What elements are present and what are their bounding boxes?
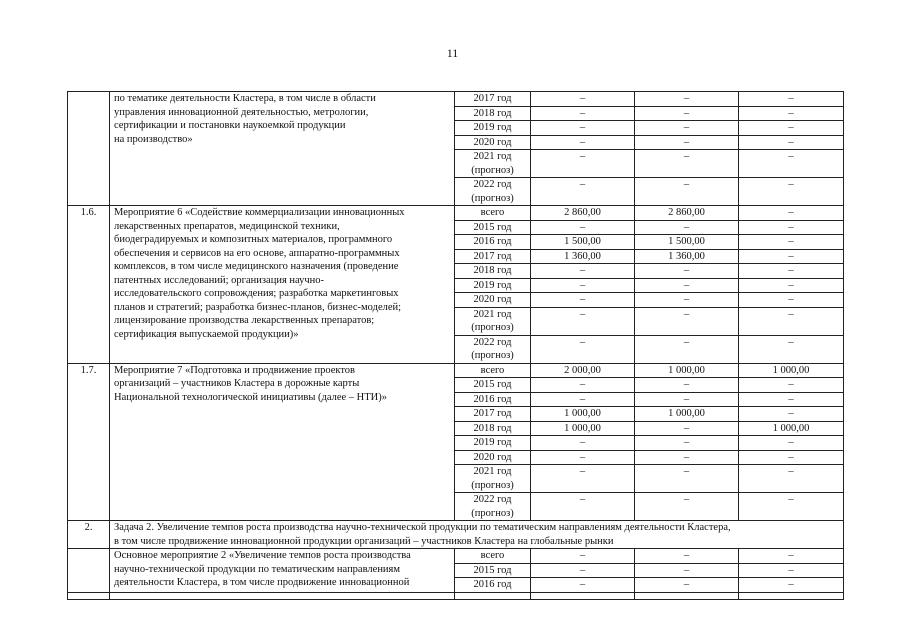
item-description: Мероприятие 7 «Подготовка и продвижение проектов организаций – участников Кластера в дорожные карты Национальной технологической инициативы (далее – НТИ)» (110, 363, 455, 521)
value-cell-3: – (739, 392, 844, 407)
value-cell-3: 1 000,00 (739, 363, 844, 378)
value-cell-2: 1 360,00 (635, 249, 739, 264)
year-cell: 2016 год (455, 235, 531, 250)
year-cell: 2018 год (455, 264, 531, 279)
table-row (68, 206, 844, 221)
year-cell: 2016 год (455, 578, 531, 593)
value-cell-1: – (531, 293, 635, 308)
value-cell-3: – (739, 206, 844, 221)
value-cell-3: – (739, 235, 844, 250)
year-cell: 2019 год (455, 278, 531, 293)
value-cell-3: – (739, 493, 844, 521)
value-cell-2: 2 860,00 (635, 206, 739, 221)
item-description: Мероприятие 6 «Содействие коммерциализации инновационных лекарственных препаратов, медицинской техники, биодеградируемых и композитных материалов, программного обеспечения и сервисов на его основе, аппаратно-программных комплексов, в том числе медицинского назначения (проведение патентных исследований; организация научно- исследовательского сопровождения; разработка маркетинговых планов и стратегий; разработка бизнес-планов, бизнес-моделей; лицензирование производства лекарственных препаратов; сертификация выпускаемой продукции)» (110, 206, 455, 364)
value-cell-1: – (531, 121, 635, 136)
value-cell-3: – (739, 407, 844, 422)
value-cell-2: – (635, 135, 739, 150)
value-cell-2: – (635, 150, 739, 178)
value-cell-1: – (531, 493, 635, 521)
table-row (68, 92, 844, 107)
year-cell: 2022 год (прогноз) (455, 493, 531, 521)
table-row (68, 549, 844, 564)
value-cell-3: – (739, 249, 844, 264)
value-cell-2: – (635, 378, 739, 393)
value-cell-2: – (635, 121, 739, 136)
value-cell-2: – (635, 392, 739, 407)
empty-cell (531, 592, 635, 599)
value-cell-3: – (739, 121, 844, 136)
value-cell-1: – (531, 135, 635, 150)
value-cell-1: – (531, 307, 635, 335)
year-cell: 2021 год (прогноз) (455, 465, 531, 493)
item-description: Основное мероприятие 2 «Увеличение темпов роста производства научно-технической продукции по тематическим направлениям деятельности Кластера, в том числе продвижение инновационной (110, 549, 455, 593)
value-cell-2: 1 000,00 (635, 363, 739, 378)
financing-table (67, 91, 844, 600)
item-number (68, 549, 110, 593)
task-number: 2. (68, 521, 110, 549)
value-cell-1: 2 000,00 (531, 363, 635, 378)
value-cell-2: – (635, 106, 739, 121)
value-cell-2: – (635, 92, 739, 107)
value-cell-3: 1 000,00 (739, 421, 844, 436)
value-cell-3: – (739, 549, 844, 564)
page-number: 11 (446, 46, 459, 60)
value-cell-1: – (531, 220, 635, 235)
value-cell-3: – (739, 578, 844, 593)
task-description: Задача 2. Увеличение темпов роста производства научно-технической продукции по тематическим направлениям деятельности Кластера, в том числе продвижение инновационной продукции организаций – участников Кластера на глобальные рынки (110, 521, 844, 549)
year-cell: 2022 год (прогноз) (455, 178, 531, 206)
year-cell: 2021 год (прогноз) (455, 307, 531, 335)
value-cell-1: – (531, 278, 635, 293)
value-cell-3: – (739, 220, 844, 235)
value-cell-2: – (635, 421, 739, 436)
value-cell-1: 1 500,00 (531, 235, 635, 250)
year-cell: 2022 год (прогноз) (455, 335, 531, 363)
year-cell: 2015 год (455, 378, 531, 393)
value-cell-3: – (739, 150, 844, 178)
value-cell-2: – (635, 578, 739, 593)
value-cell-2: – (635, 264, 739, 279)
value-cell-3: – (739, 450, 844, 465)
value-cell-3: – (739, 178, 844, 206)
value-cell-3: – (739, 436, 844, 451)
value-cell-1: 1 360,00 (531, 249, 635, 264)
value-cell-1: – (531, 264, 635, 279)
value-cell-3: – (739, 335, 844, 363)
value-cell-2: – (635, 178, 739, 206)
empty-cell (455, 592, 531, 599)
table-row (68, 363, 844, 378)
value-cell-1: – (531, 335, 635, 363)
value-cell-3: – (739, 135, 844, 150)
value-cell-2: – (635, 563, 739, 578)
year-cell: 2020 год (455, 293, 531, 308)
value-cell-2: – (635, 335, 739, 363)
value-cell-1: – (531, 563, 635, 578)
value-cell-3: – (739, 563, 844, 578)
value-cell-1: – (531, 378, 635, 393)
value-cell-2: – (635, 493, 739, 521)
table-body (68, 92, 844, 600)
value-cell-2: – (635, 549, 739, 564)
task-row (68, 521, 844, 549)
year-cell: всего (455, 206, 531, 221)
empty-cell (68, 592, 110, 599)
table-row-cut (68, 592, 844, 599)
value-cell-2: – (635, 293, 739, 308)
empty-cell (739, 592, 844, 599)
year-cell: 2020 год (455, 135, 531, 150)
value-cell-1: – (531, 150, 635, 178)
year-cell: 2015 год (455, 563, 531, 578)
value-cell-2: – (635, 278, 739, 293)
year-cell: 2019 год (455, 436, 531, 451)
value-cell-2: – (635, 436, 739, 451)
value-cell-3: – (739, 106, 844, 121)
value-cell-3: – (739, 92, 844, 107)
value-cell-1: – (531, 465, 635, 493)
year-cell: 2015 год (455, 220, 531, 235)
value-cell-2: – (635, 220, 739, 235)
value-cell-3: – (739, 264, 844, 279)
item-number (68, 92, 110, 206)
value-cell-1: – (531, 450, 635, 465)
value-cell-1: – (531, 106, 635, 121)
value-cell-1: 2 860,00 (531, 206, 635, 221)
value-cell-2: 1 000,00 (635, 407, 739, 422)
year-cell: 2018 год (455, 421, 531, 436)
value-cell-3: – (739, 465, 844, 493)
value-cell-1: – (531, 392, 635, 407)
value-cell-1: – (531, 178, 635, 206)
value-cell-1: – (531, 578, 635, 593)
year-cell: 2018 год (455, 106, 531, 121)
value-cell-1: – (531, 92, 635, 107)
value-cell-2: 1 500,00 (635, 235, 739, 250)
value-cell-2: – (635, 307, 739, 335)
year-cell: 2020 год (455, 450, 531, 465)
empty-cell (110, 592, 455, 599)
year-cell: всего (455, 363, 531, 378)
year-cell: 2016 год (455, 392, 531, 407)
item-description: по тематике деятельности Кластера, в том числе в области управления инновационной деятельностью, метрологии, сертификации и постановки наукоемкой продукции на производство» (110, 92, 455, 206)
value-cell-1: 1 000,00 (531, 407, 635, 422)
value-cell-3: – (739, 378, 844, 393)
year-cell: 2021 год (прогноз) (455, 150, 531, 178)
item-number: 1.7. (68, 363, 110, 521)
year-cell: 2019 год (455, 121, 531, 136)
value-cell-3: – (739, 307, 844, 335)
year-cell: 2017 год (455, 249, 531, 264)
year-cell: 2017 год (455, 407, 531, 422)
value-cell-1: – (531, 436, 635, 451)
value-cell-2: – (635, 450, 739, 465)
value-cell-3: – (739, 293, 844, 308)
empty-cell (635, 592, 739, 599)
value-cell-1: – (531, 549, 635, 564)
item-number: 1.6. (68, 206, 110, 364)
value-cell-2: – (635, 465, 739, 493)
value-cell-1: 1 000,00 (531, 421, 635, 436)
year-cell: всего (455, 549, 531, 564)
value-cell-3: – (739, 278, 844, 293)
year-cell: 2017 год (455, 92, 531, 107)
